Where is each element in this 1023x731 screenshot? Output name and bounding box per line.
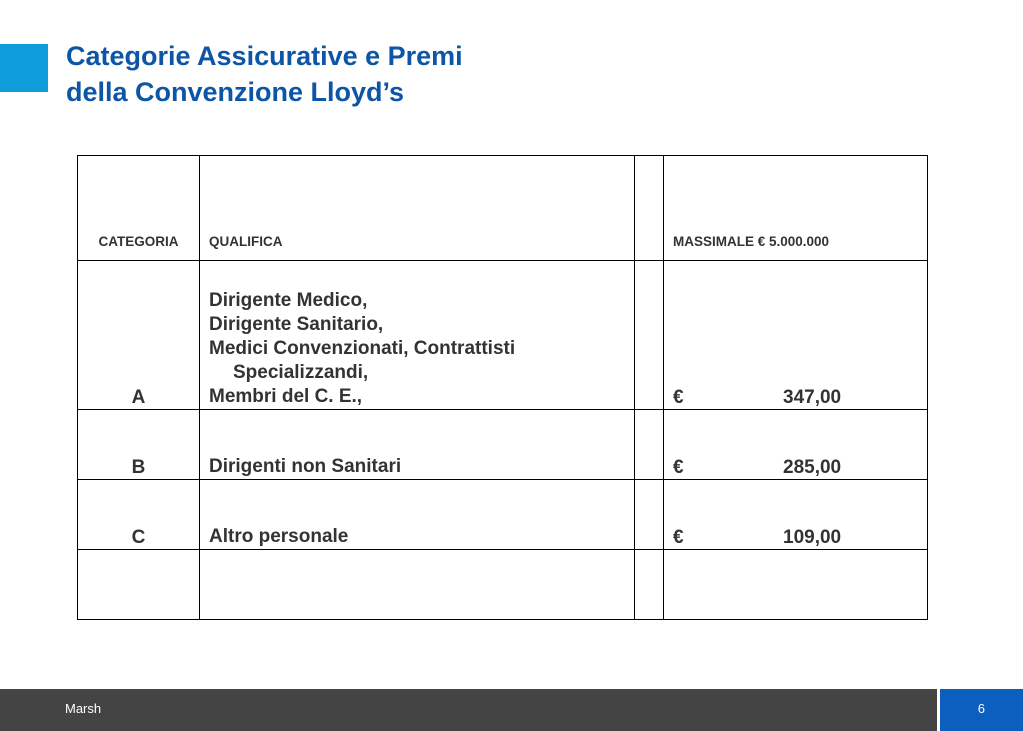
spacer-cell xyxy=(635,261,664,410)
premio-value: 285,00 xyxy=(783,457,842,478)
header-massimale: MASSIMALE € 5.000.000 xyxy=(664,156,928,261)
currency-symbol: € xyxy=(673,387,684,408)
table-header-row xyxy=(78,156,928,261)
table-row-empty xyxy=(78,550,928,620)
qualifica-line: Dirigenti non Sanitari xyxy=(209,456,402,477)
slide-title xyxy=(66,38,463,110)
categoria-cell: A xyxy=(78,261,200,410)
empty-cell xyxy=(78,550,200,620)
empty-cell xyxy=(200,550,635,620)
table-row-b xyxy=(78,410,928,480)
page-number-box xyxy=(940,689,1023,731)
spacer-cell xyxy=(635,410,664,480)
empty-cell xyxy=(635,550,664,620)
qualifica-cell xyxy=(200,480,635,550)
premio-cell xyxy=(664,480,928,550)
footer-brand: Marsh xyxy=(65,701,102,716)
qualifica-line: Specializzandi, xyxy=(233,362,369,383)
footer-bar xyxy=(0,689,937,731)
premio-cell xyxy=(664,261,928,410)
slide-title-line-1: Categorie Assicurative e Premi xyxy=(66,41,463,71)
qualifica-cell xyxy=(200,261,635,410)
header-qualifica: QUALIFICA xyxy=(200,156,635,261)
qualifica-line: Medici Convenzionati, Contrattisti xyxy=(209,338,516,359)
categoria-cell: B xyxy=(78,410,200,480)
page-number: 6 xyxy=(977,701,985,716)
header-categoria: CATEGORIA xyxy=(78,156,200,261)
premio-value: 347,00 xyxy=(783,387,842,408)
header-spacer xyxy=(635,156,664,261)
premio-cell xyxy=(664,410,928,480)
table-row-c xyxy=(78,480,928,550)
empty-cell xyxy=(664,550,928,620)
table-row-a xyxy=(78,261,928,410)
slide-title-line-2: della Convenzione Lloyd’s xyxy=(66,77,405,107)
currency-symbol: € xyxy=(673,457,684,478)
qualifica-line: Altro personale xyxy=(209,526,349,547)
qualifica-line: Membri del C. E., xyxy=(209,386,363,407)
currency-symbol: € xyxy=(673,527,684,548)
premio-value: 109,00 xyxy=(783,527,842,548)
categoria-cell: C xyxy=(78,480,200,550)
qualifica-line: Dirigente Medico, xyxy=(209,290,368,311)
qualifica-cell xyxy=(200,410,635,480)
qualifica-line: Dirigente Sanitario, xyxy=(209,314,384,335)
spacer-cell xyxy=(635,480,664,550)
premium-table xyxy=(77,155,928,620)
accent-square xyxy=(0,44,48,92)
